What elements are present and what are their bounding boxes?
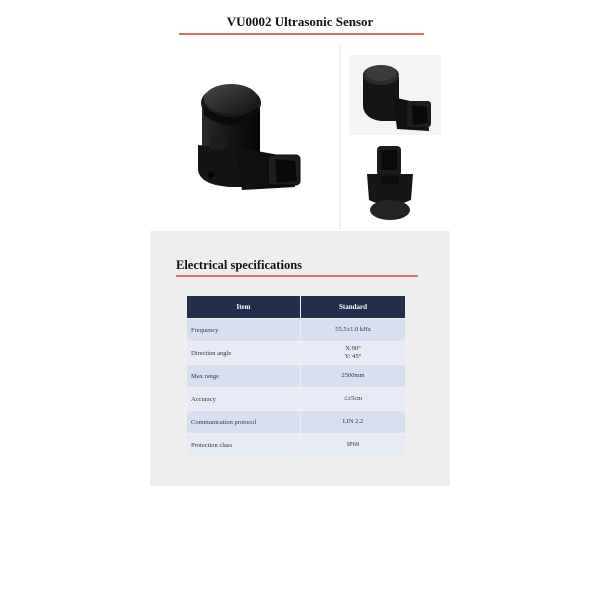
row-item: Accuracy [187,388,301,410]
panel-divider [339,45,341,230]
table-row [187,434,405,456]
table-row [187,411,405,433]
row-item: Max range [187,365,301,387]
spec-table [187,295,405,457]
thumbnail-back-view [355,140,425,228]
table-row [187,388,405,410]
row-value: 2500mm [301,365,405,387]
section-underline [176,275,418,277]
header-standard: Standard [301,296,405,318]
header-item: Item [187,296,301,318]
row-value: IP69 [301,434,405,456]
thumbnail-side-view [349,55,441,135]
sensor-thumb-side-image [349,55,441,135]
row-value: X:90° Y: 45° [301,342,405,364]
row-value: LIN 2.2 [301,411,405,433]
section-heading: Electrical specifications [176,258,303,272]
title-underline [179,33,424,35]
row-value: 55.5±1.0 kHz [301,319,405,341]
spec-table-header [187,296,405,318]
sensor-thumb-back-image [355,140,425,228]
row-value: ≤±5cm [301,388,405,410]
table-row [187,365,405,387]
row-item: Protection class [187,434,301,456]
table-row [187,342,405,364]
row-item: Frequency [187,319,301,341]
row-item: Communication protocol [187,411,301,433]
document-title: VU0002 Ultrasonic Sensor [226,14,374,29]
table-row [187,319,405,341]
row-item: Direction angle [187,342,301,364]
sensor-main-image [150,45,340,230]
